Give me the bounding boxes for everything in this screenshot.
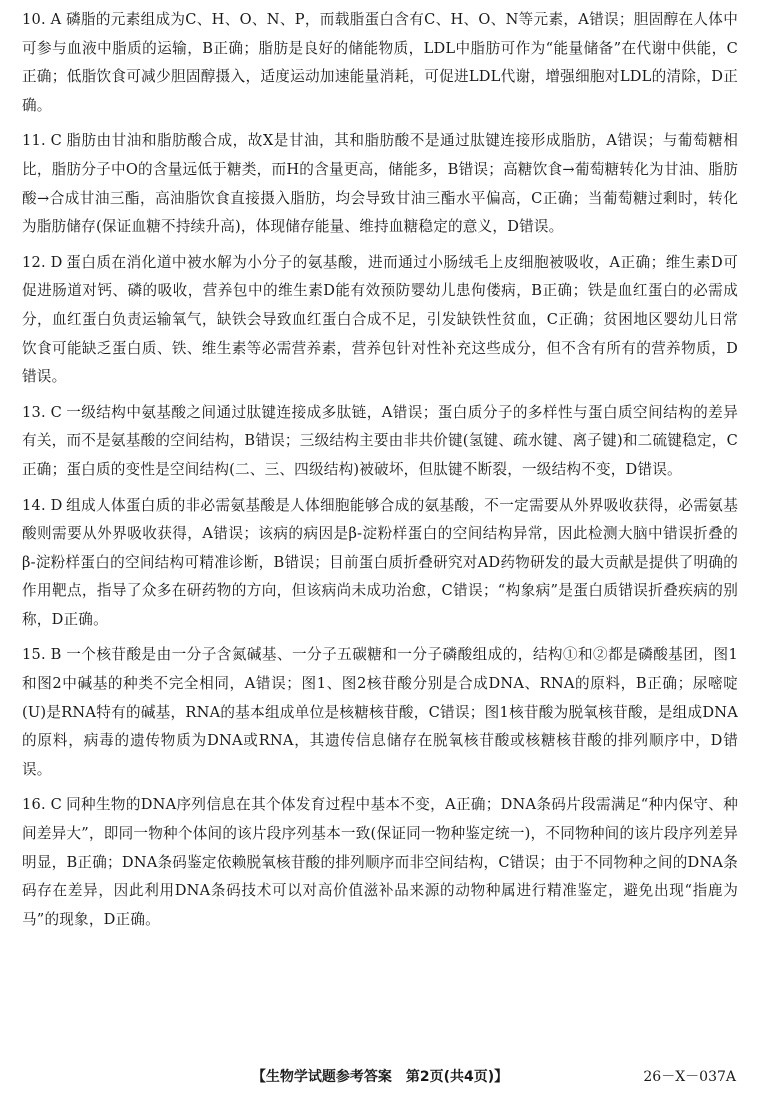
answer-item-10 (22, 6, 738, 120)
answer-number: 12. D (22, 253, 63, 271)
answer-item-11 (22, 127, 738, 241)
answer-explanation: 蛋白质在消化道中被水解为小分子的氨基酸，进而通过小肠绒毛上皮细胞被吸收，A正确；维生素D可促进肠道对钙、磷的吸收，营养包中的维生素D能有效预防婴幼儿患佝偻病，B正确；铁是血红蛋白的必需成分，血红蛋白负责运输氧气，缺铁会导致血红蛋白合成不足，引发缺铁性贫血，C正确；贫困地区婴幼儿日常饮食可能缺乏蛋白质、铁、维生素等必需营养素，营养包针对性补充这些成分，但不含有所有的营养物质，D错误。 (22, 253, 738, 386)
answer-item-14 (22, 492, 738, 635)
page-footer (0, 1066, 760, 1090)
answer-number: 15. B (22, 646, 62, 664)
answer-item-15 (22, 641, 738, 784)
answer-number: 14. D (22, 496, 63, 514)
footer-title: 【生物学试题参考答案 第2页(共4页)】 (251, 1069, 509, 1085)
answer-explanation: 一个核苷酸是由一分子含氮碱基、一分子五碳糖和一分子磷酸组成的，结构①和②都是磷酸基团，图1和图2中碱基的种类不完全相同，A错误；图1、图2核苷酸分别是合成DNA、RNA的原料，B正确；尿嘧啶(U)是RNA特有的碱基，RNA的基本组成单位是核糖核苷酸，C错误；图1核苷酸为脱氧核苷酸，是组成DNA的原料，病毒的遗传物质为DNA或RNA，其遗传信息储存在脱氧核苷酸或核糖核苷酸的排列顺序中，D错误。 (22, 646, 738, 778)
answer-item-16 (22, 791, 738, 934)
document-code: 26－X－037A (643, 1069, 736, 1085)
answer-number: 13. C (22, 403, 63, 421)
answer-list (22, 6, 738, 941)
answer-explanation: 组成人体蛋白质的非必需氨基酸是人体细胞能够合成的氨基酸，不一定需要从外界吸收获得，必需氨基酸则需要从外界吸收获得，A错误；该病的病因是β-淀粉样蛋白的空间结构异常，因此检测大脑中错误折叠的β-淀粉样蛋白的空间结构可精准诊断，B错误；目前蛋白质折叠研究对AD药物研发的最大贡献是提供了明确的作用靶点，指导了众多在研药物的方向，但该病尚未成功治愈，C错误；“构象病”是蛋白质错误折叠疾病的别称，D正确。 (22, 496, 738, 628)
answer-number: 11. C (22, 132, 63, 150)
answer-explanation: 磷脂的元素组成为C、H、O、N、P，而载脂蛋白含有C、H、O、N等元素，A错误；胆固醇在人体中可参与血液中脂质的运输，B正确；脂肪是良好的储能物质，LDL中脂肪可作为“能量储备”在代谢中供能，C正确；低脂饮食可减少胆固醇摄入，适度运动加速能量消耗，可促进LDL代谢，增强细胞对LDL的清除，D正确。 (22, 11, 738, 114)
answer-explanation: 一级结构中氨基酸之间通过肽键连接成多肽链，A错误；蛋白质分子的多样性与蛋白质空间结构的差异有关，而不是氨基酸的空间结构，B错误；三级结构主要由非共价键(氢键、疏水键、离子键)和二硫键稳定，C正确；蛋白质的变性是空间结构(二、三、四级结构)被破坏，但肽键不断裂，一级结构不变，D错误。 (22, 403, 738, 478)
answer-item-12 (22, 249, 738, 392)
answer-explanation: 同种生物的DNA序列信息在其个体发育过程中基本不变，A正确；DNA条码片段需满足“种内保守、种间差异大”，即同一物种个体间的该片段序列基本一致(保证同一物种鉴定统一)，不同物种间的该片段序列差异明显，B正确；DNA条码鉴定依赖脱氧核苷酸的排列顺序而非空间结构，C错误；由于不同物种之间的DNA条码存在差异，因此利用DNA条码技术可以对高价值滋补品来源的动物种属进行精准鉴定，避免出现“指鹿为马”的现象，D正确。 (22, 796, 738, 928)
answer-number: 10. A (22, 11, 62, 28)
answer-number: 16. C (22, 796, 63, 814)
answer-item-13 (22, 399, 738, 485)
answer-explanation: 脂肪由甘油和脂肪酸合成，故X是甘油，其和脂肪酸不是通过肽键连接形成脂肪，A错误；与葡萄糖相比，脂肪分子中O的含量远低于糖类，而H的含量更高，储能多，B错误；高糖饮食→葡萄糖转化为甘油、脂肪酸→合成甘油三酯，高油脂饮食直接摄入脂肪，均会导致甘油三酯水平偏高，C正确；当葡萄糖过剩时，转化为脂肪储存(保证血糖不持续升高)，体现储存能量、维持血糖稳定的意义，D错误。 (22, 132, 738, 236)
